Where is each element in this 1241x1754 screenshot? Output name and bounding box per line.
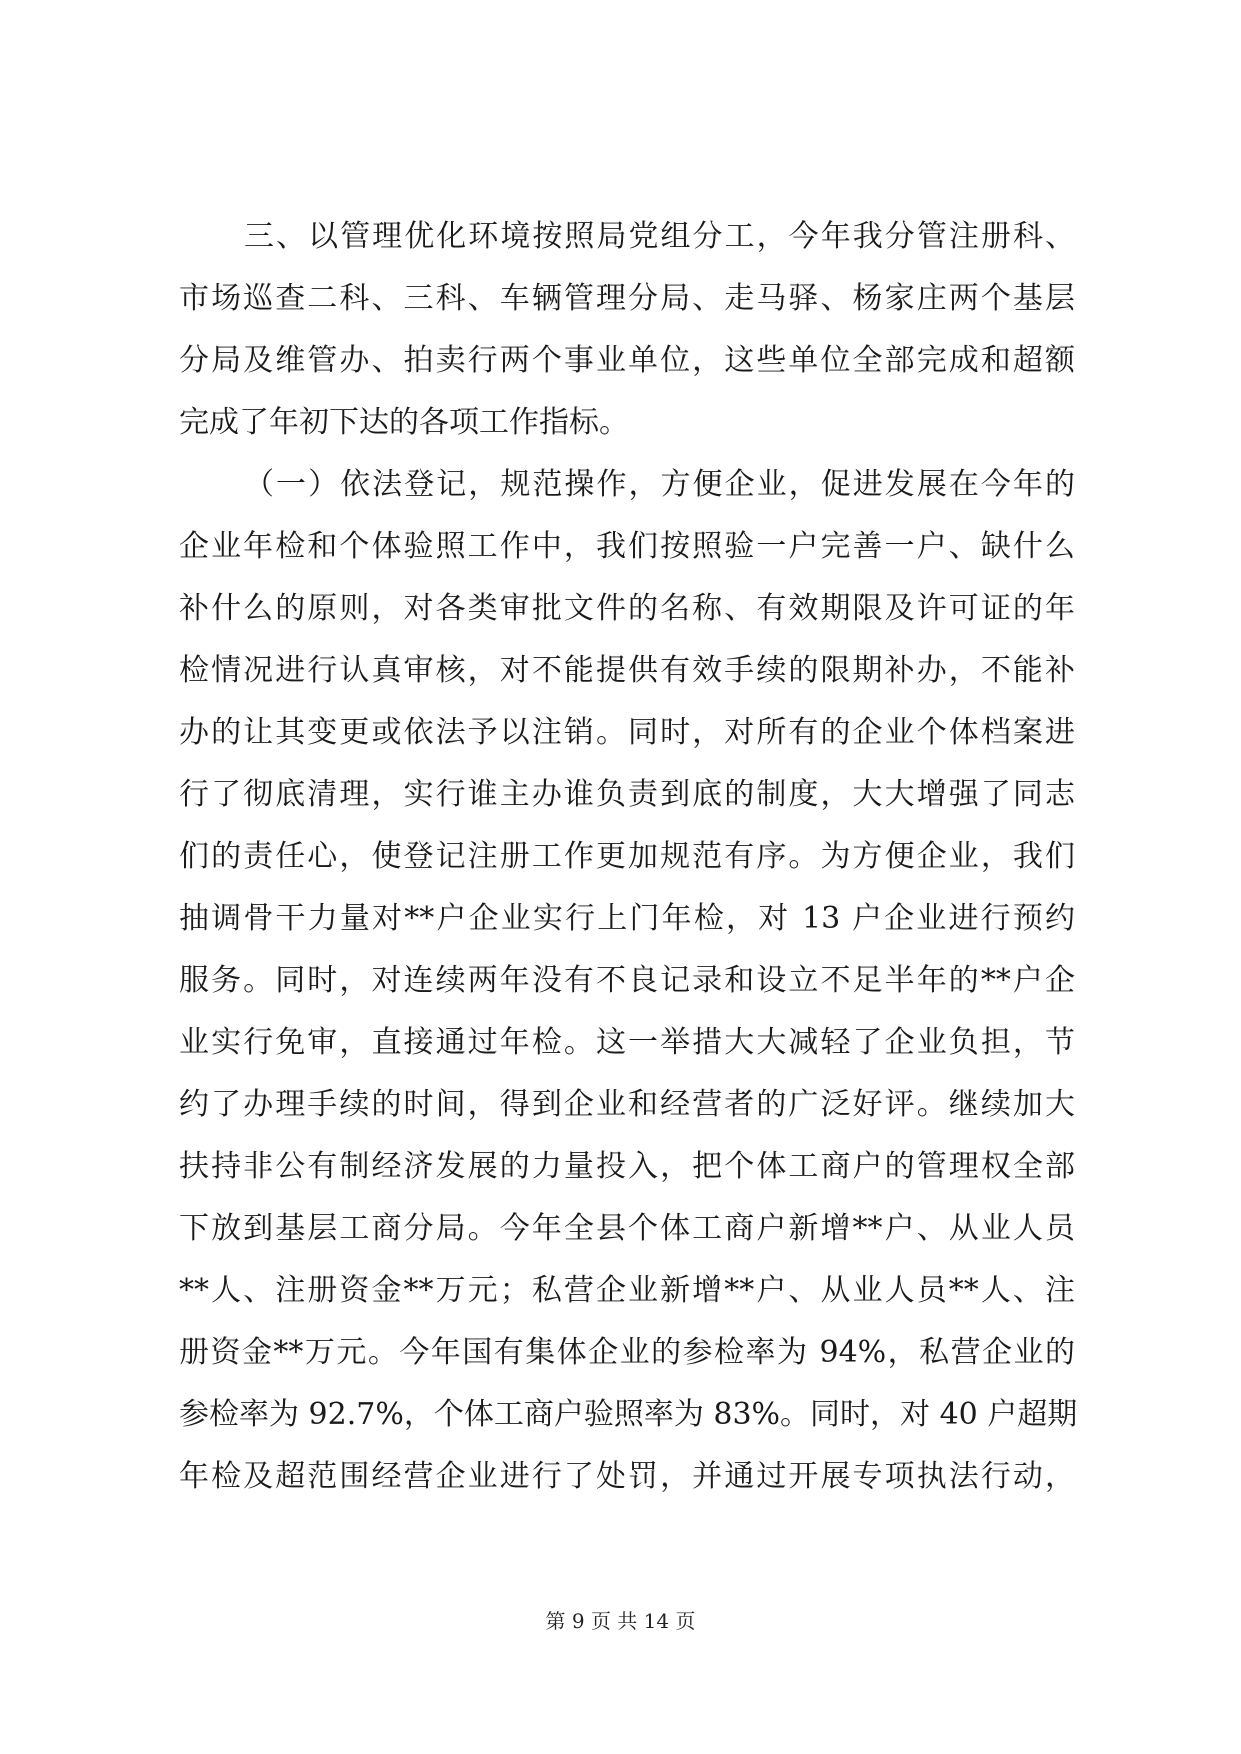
text-line: 企业年检和个体验照工作中，我们按照验一户完善一户、缺什么 [179,529,1075,564]
page-footer: 第 9 页 共 14 页 [545,1609,696,1633]
text-line: （一）依法登记，规范操作，方便企业，促进发展在今年的 [244,467,1075,502]
text-line: 市场巡查二科、三科、车辆管理分局、走马驿、杨家庄两个基层 [179,281,1075,316]
text-line: 服务。同时，对连续两年没有不良记录和设立不足半年的**户企 [179,963,1075,998]
text-line: 册资金**万元。今年国有集体企业的参检率为 94%，私营企业的 [179,1335,1075,1370]
text-line: 们的责任心，使登记注册工作更加规范有序。为方便企业，我们 [179,839,1075,874]
text-line: **人、注册资金**万元；私营企业新增**户、从业人员**人、注 [179,1273,1075,1308]
text-line: 三、以管理优化环境按照局党组分工，今年我分管注册科、 [244,219,1075,254]
text-line: 约了办理手续的时间，得到企业和经营者的广泛好评。继续加大 [179,1087,1075,1122]
text-line: 扶持非公有制经济发展的力量投入，把个体工商户的管理权全部 [179,1149,1075,1184]
text-line: 补什么的原则，对各类审批文件的名称、有效期限及许可证的年 [179,591,1075,626]
text-line: 完成了年初下达的各项工作指标。 [179,405,629,440]
text-line: 业实行免审，直接通过年检。这一举措大大减轻了企业负担，节 [179,1025,1075,1060]
text-line: 分局及维管办、拍卖行两个事业单位，这些单位全部完成和超额 [179,343,1075,378]
text-line: 参检率为 92.7%，个体工商户验照率为 83%。同时，对 40 户超期 [179,1397,1078,1432]
text-line: 抽调骨干力量对**户企业实行上门年检，对 13 户企业进行预约 [179,901,1075,936]
text-line: 办的让其变更或依法予以注销。同时，对所有的企业个体档案进 [179,715,1075,750]
text-line: 年检及超范围经营企业进行了处罚，并通过开展专项执法行动， [179,1459,1075,1494]
text-line: 下放到基层工商分局。今年全县个体工商户新增**户、从业人员 [179,1211,1075,1246]
text-line: 行了彻底清理，实行谁主办谁负责到底的制度，大大增强了同志 [179,777,1075,812]
text-line: 检情况进行认真审核，对不能提供有效手续的限期补办，不能补 [179,653,1075,688]
body-text [179,206,1078,1508]
